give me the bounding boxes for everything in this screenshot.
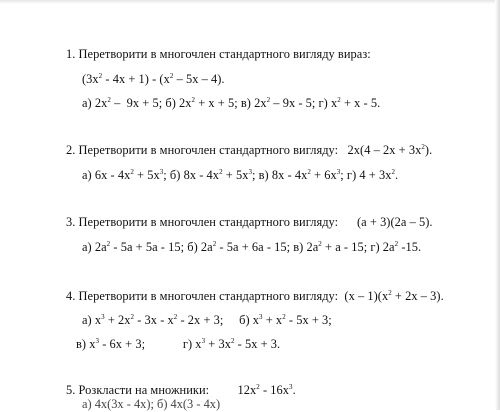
right-edge-shadow [495, 0, 500, 410]
q1-options: а) $2x^2 - 9x + 5$; б) $2x^2 + x + 5$; в) $2x^2 - 9x - 5$; г) $x^2 + x - 5$. [82, 96, 381, 110]
q2-options: а) $6x - 4x^2 + 5x^3$; б) $8x - 4x^2 + 5x^3$; в) $8x - 4x^2 + 6x^3$; г) $4 + 3x^2$. [82, 168, 399, 182]
q5-options-cropped: а) 4x(3x - 4x); б) 4x(3 - 4x) [82, 397, 221, 411]
q4-title: 4. Перетворити в многочлен стандартного вигляду: $(x - 1)(x^2 + 2x - 3)$. [66, 289, 444, 303]
q3-options: а) $2a^2 - 5a + 5a - 15$; б) $2a^2 - 5a + 6a - 15$; в) $2a^2 + a - 15$; г) $2a^2$ -15. [82, 240, 422, 254]
q2-title: 2. Перетворити в многочлен стандартного вигляду: $2x(4 - 2x + 3x^2)$. [66, 143, 433, 157]
q5-title: 5. Розкласти на множники: $12x^2 - 16x^3$. [66, 383, 296, 397]
q1-expression: $(3x^2 - 4x + 1) - (x^2 - 5x - 4)$. [82, 72, 225, 86]
q1-title: 1. Перетворити в многочлен стандартного вигляду вираз: [66, 47, 371, 61]
q4-options-line2: в) $x^3 - 6x + 3$; г) $x^3 + 3x^2 - 5x + 3$. [76, 337, 281, 351]
top-edge-shadow [0, 0, 500, 4]
q3-title: 3. Перетворити в многочлен стандартного вигляду: (a + 3)(2a – 5). [66, 215, 433, 229]
q4-options-line1: а) $x^3 + 2x^2 - 3x - x^2 - 2x + 3$; б) $x^3 + x^2 - 5x + 3$; [82, 313, 332, 327]
